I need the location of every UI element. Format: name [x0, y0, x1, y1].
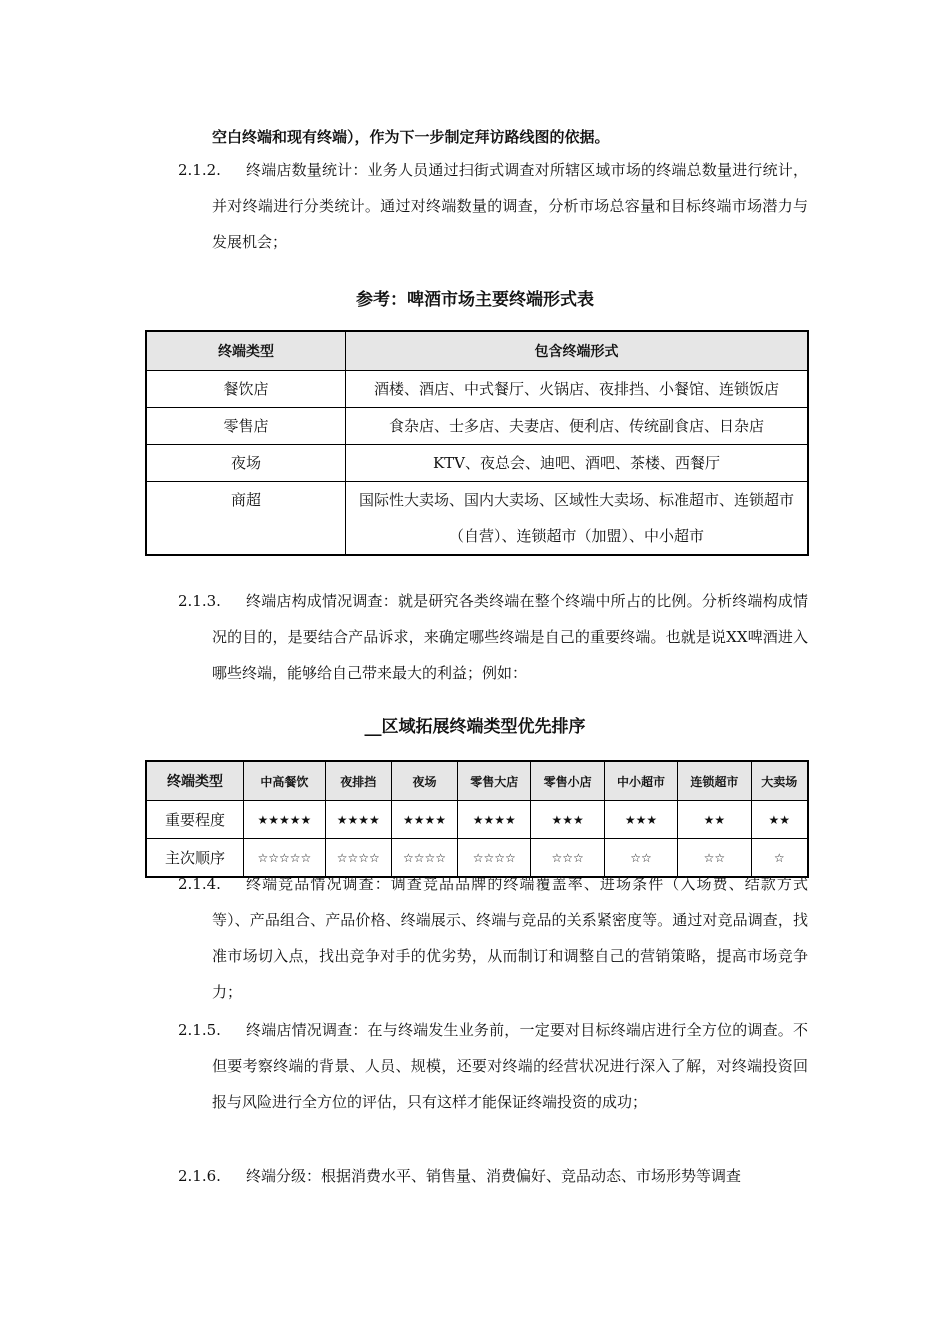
table-header: 终端类型	[146, 761, 244, 801]
section-number: 2.1.2.	[178, 161, 221, 179]
section-text: 终端竞品情况调查：调查竞品品牌的终端覆盖率、进场条件（入场费、结款方式等）、产品组合、产品价格、终端展示、终端与竞品的关系紧密度等。通过对竞品调查，找准市场切入点，找出竞争对手的优劣势，从而制订和调整自己的营销策略，提高市场竞争力；	[212, 875, 808, 1001]
rating-cell: ★★	[751, 801, 808, 839]
table-row	[146, 482, 808, 556]
section-2-1-3	[178, 583, 808, 691]
section-2-1-4	[178, 866, 808, 1010]
section-text: 终端店数量统计：业务人员通过扫街式调查对所辖区域市场的终端总数量进行统计，并对终端进行分类统计。通过对终端数量的调查，分析市场总容量和目标终端市场潜力与发展机会；	[212, 161, 808, 251]
rating-cell: ☆☆☆	[531, 839, 604, 878]
table-row	[146, 408, 808, 445]
rating-cell: ☆	[751, 839, 808, 878]
row-label: 主次顺序	[146, 839, 244, 878]
table-row	[146, 371, 808, 408]
table-header: 终端类型	[146, 331, 346, 371]
table-cell: 国际性大卖场、国内大卖场、区域性大卖场、标准超市、连锁超市（自营）、连锁超市（加盟）、中小超市	[346, 482, 809, 556]
section-text: 终端店情况调查：在与终端发生业务前，一定要对目标终端店进行全方位的调查。不但要考察终端的背景、人员、规模，还要对终端的经营状况进行深入了解，对终端投资回报与风险进行全方位的评估，只有这样才能保证终端投资的成功；	[212, 1021, 808, 1111]
rating-cell: ★★★	[604, 801, 677, 839]
section-2-1-6	[178, 1158, 808, 1194]
table-header: 连锁超市	[678, 761, 751, 801]
table-header: 夜排挡	[325, 761, 391, 801]
rating-cell: ★★★★	[325, 801, 391, 839]
section-text: 终端店构成情况调查：就是研究各类终端在整个终端中所占的比例。分析终端构成情况的目的，是要结合产品诉求，来确定哪些终端是自己的重要终端。也就是说XX啤酒进入哪些终端，能够给自己带来最大的利益；例如：	[212, 592, 808, 682]
rating-cell: ☆☆	[678, 839, 751, 878]
rating-cell: ☆☆☆☆	[391, 839, 457, 878]
table-header: 包含终端形式	[346, 331, 809, 371]
section-2-1-5	[178, 1012, 808, 1120]
section-number: 2.1.3.	[178, 592, 221, 610]
table-cell: 夜场	[146, 445, 346, 482]
table-header-row	[146, 761, 808, 801]
table-header: 中高餐饮	[244, 761, 326, 801]
rating-cell: ★★★★	[458, 801, 531, 839]
table2-caption: __区域拓展终端类型优先排序	[364, 717, 586, 737]
table-cell: 食杂店、士多店、夫妻店、便利店、传统副食店、日杂店	[346, 408, 809, 445]
table-header: 夜场	[391, 761, 457, 801]
table-cell: 零售店	[146, 408, 346, 445]
table-cell: KTV、夜总会、迪吧、酒吧、茶楼、西餐厅	[346, 445, 809, 482]
rating-cell: ☆☆☆☆☆	[244, 839, 326, 878]
section-number: 2.1.5.	[178, 1021, 221, 1039]
table-row	[146, 445, 808, 482]
table-header-row	[146, 331, 808, 371]
table-header: 大卖场	[751, 761, 808, 801]
rating-cell: ☆☆	[604, 839, 677, 878]
table-header: 零售大店	[458, 761, 531, 801]
rating-cell: ★★★	[531, 801, 604, 839]
table-cell: 餐饮店	[146, 371, 346, 408]
table1-caption: 参考：啤酒市场主要终端形式表	[356, 290, 594, 310]
section-2-1-2	[178, 152, 808, 260]
section-number: 2.1.6.	[178, 1167, 221, 1185]
table-header: 零售小店	[531, 761, 604, 801]
rating-cell: ★★	[678, 801, 751, 839]
priority-table	[145, 760, 809, 878]
table-cell: 酒楼、酒店、中式餐厅、火锅店、夜排挡、小餐馆、连锁饭店	[346, 371, 809, 408]
table-cell: 商超	[146, 482, 346, 556]
rating-cell: ☆☆☆☆	[458, 839, 531, 878]
rating-cell: ★★★★	[391, 801, 457, 839]
row-label: 重要程度	[146, 801, 244, 839]
terminal-forms-table	[145, 330, 809, 556]
rating-cell: ★★★★★	[244, 801, 326, 839]
table-row	[146, 801, 808, 839]
rating-cell: ☆☆☆☆	[325, 839, 391, 878]
continued-line: 空白终端和现有终端），作为下一步制定拜访路线图的依据。	[212, 128, 610, 146]
section-text: 终端分级：根据消费水平、销售量、消费偏好、竞品动态、市场形势等调查	[246, 1167, 742, 1185]
section-number: 2.1.4.	[178, 875, 221, 893]
table-header: 中小超市	[604, 761, 677, 801]
